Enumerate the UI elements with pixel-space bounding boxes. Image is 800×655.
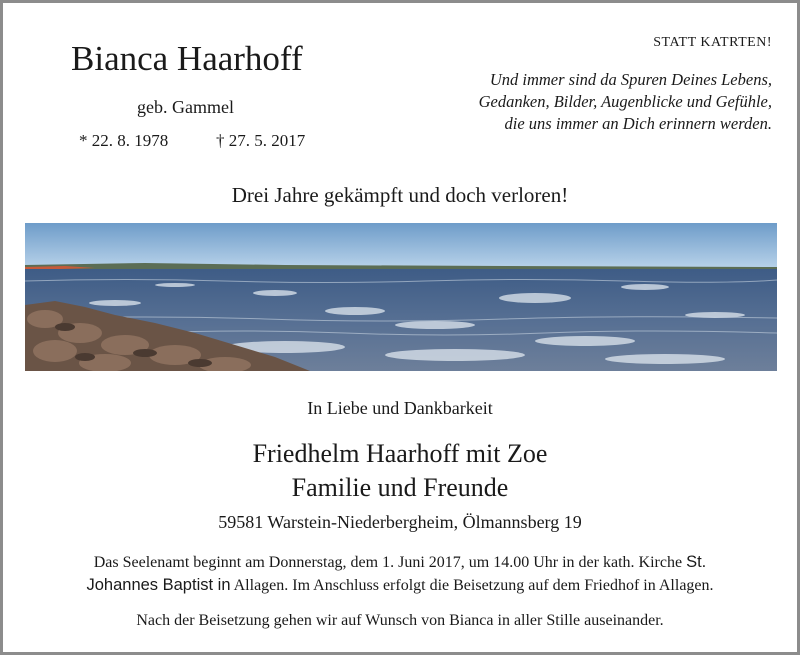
- maiden-name: geb. Gammel: [137, 97, 234, 117]
- sea-photo: [25, 223, 777, 371]
- church-name-part: Johannes Baptist in: [86, 576, 231, 594]
- closing-line: Nach der Beisetzung gehen wir auf Wunsch von Bianca in aller Stille auseinander.: [136, 612, 664, 629]
- notice-text: Das Seelenamt beginnt am Donnerstag, dem 1. Juni 2017, um 14.00 Uhr in der kath. Kirche: [93, 554, 687, 571]
- mourners-line-2: Familie und Freunde: [291, 473, 509, 502]
- poem-line: Und immer sind da Spuren Deines Lebens,: [489, 70, 772, 89]
- address: 59581 Warstein-Niederbergheim, Ölmannsberg 19: [218, 512, 582, 532]
- tagline: Drei Jahre gekämpft und doch verloren!: [231, 183, 569, 207]
- death-date: † 27. 5. 2017: [216, 131, 306, 150]
- birth-date: * 22. 8. 1978: [79, 131, 169, 150]
- mourners-line-1: Friedhelm Haarhoff mit Zoe: [252, 439, 548, 468]
- church-name-part: St.: [686, 553, 707, 571]
- notice-text: Allagen. Im Anschluss erfolgt die Beisetzung auf dem Friedhof in Allagen.: [230, 577, 714, 594]
- poem-line: die uns immer an Dich erinnern werden.: [504, 114, 772, 133]
- service-notice: [3, 551, 797, 597]
- memorial-poem: [479, 69, 772, 135]
- poem-line: Gedanken, Bilder, Augenblicke und Gefühle,: [478, 92, 772, 111]
- thanks-line: In Liebe und Dankbarkeit: [307, 398, 493, 418]
- header-note: STATT KATRTEN!: [653, 35, 772, 50]
- notice-line-1: [3, 551, 797, 574]
- deceased-name: Bianca Haarhoff: [71, 39, 303, 78]
- notice-line-2: [3, 574, 797, 597]
